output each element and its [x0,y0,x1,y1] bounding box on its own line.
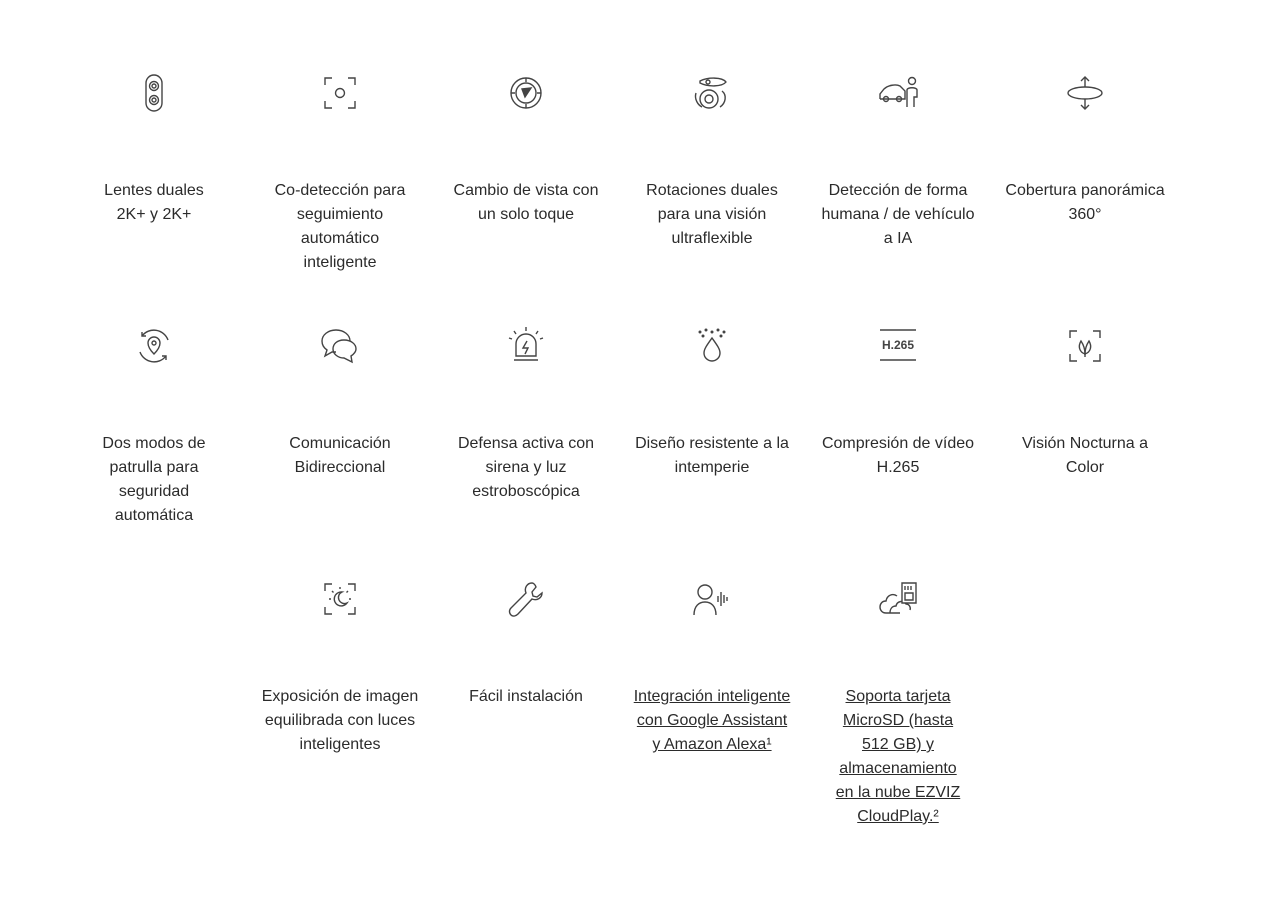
feature-label: Diseño resistente a la intemperie [635,435,789,476]
feature-active-defense [446,326,606,504]
feature-smart-exposure [260,579,420,757]
feature-label: Dos modos de patrulla para seguridad automática [102,435,206,524]
feature-label: Co-detección para seguimiento automático inteligente [274,182,406,271]
feature-label: Exposición de imagen equilibrada con luces inteligentes [261,688,419,753]
wrench-icon [506,579,546,619]
car-person-icon [878,73,918,113]
feature-panorama [1005,73,1165,227]
feature-storage [818,579,978,829]
feature-dual-rotation [632,73,792,251]
feature-patrol [74,326,234,528]
dual-lens-camera-icon [134,73,174,113]
feature-label: Detección de forma humana / de vehículo a IA [821,182,975,247]
feature-ai-detection [818,73,978,251]
feature-label: Compresión de vídeo H.265 [821,435,975,476]
feature-label: Comunicación Bidireccional [289,435,391,476]
feature-dual-lens [74,73,234,227]
smart-exposure-icon [320,579,360,619]
voice-assistant-icon [692,579,732,619]
patrol-location-icon [134,326,174,366]
feature-voice-assistant [632,579,792,757]
voice-assistant-link[interactable]: Integración inteligente con Google Assistant y Amazon Alexa¹ [633,688,791,753]
panorama-360-icon [1065,73,1105,113]
compass-target-icon [506,73,546,113]
feature-view-switch [446,73,606,227]
feature-label: Defensa activa con sirena y luz estroboscópica [457,435,595,500]
focus-target-icon [320,73,360,113]
feature-easy-install [446,579,606,709]
feature-color-night [1005,326,1165,480]
chat-bubbles-icon [320,326,360,366]
storage-link[interactable]: Soporta tarjeta MicroSD (hasta 512 GB) y almacenamiento en la nube EZVIZ CloudPlay.² [835,688,961,825]
siren-light-icon [506,326,546,366]
feature-label: Visión Nocturna a Color [1022,435,1148,476]
feature-two-way-talk [260,326,420,480]
feature-label: Rotaciones duales para una visión ultraflexible [646,182,778,247]
feature-label: Fácil instalación [469,688,583,705]
feature-weatherproof [632,326,792,480]
h265-icon [878,326,918,366]
feature-h265 [818,326,978,480]
feature-co-detection [260,73,420,275]
svg-text:H.265: H.265 [881,338,915,352]
cloud-sd-card-icon [878,579,918,619]
feature-label: Lentes duales 2K+ y 2K+ [104,182,204,223]
feature-label: Cambio de vista con un solo toque [453,182,599,223]
feature-label: Cobertura panorámica 360° [1005,182,1165,223]
water-drop-icon [692,326,732,366]
rotating-camera-icon [692,73,732,113]
color-night-vision-icon [1065,326,1105,366]
